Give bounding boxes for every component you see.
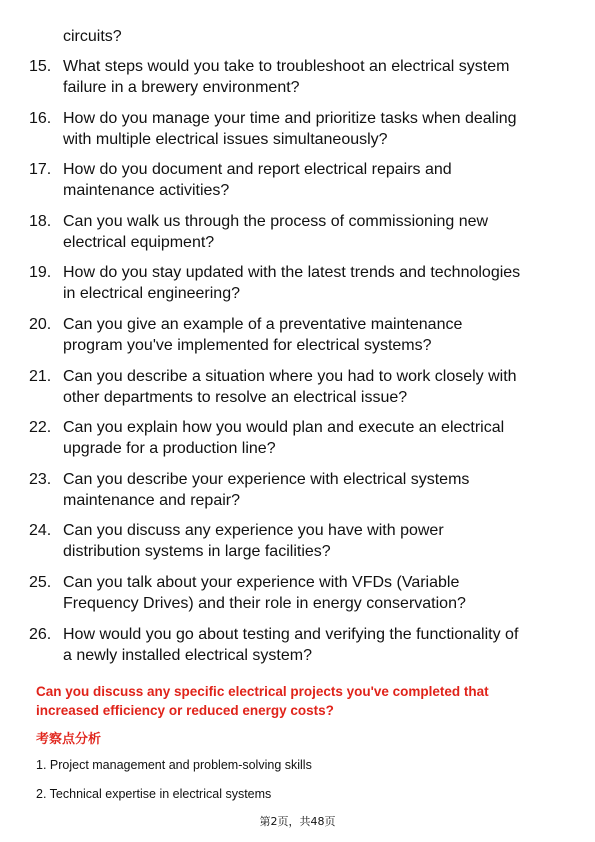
question-line: Can you describe a situation where you had to work closely with xyxy=(63,367,517,385)
continued-question-text: circuits? xyxy=(63,28,122,45)
question-line: upgrade for a production line? xyxy=(63,440,276,458)
question-line: Frequency Drives) and their role in energy conservation? xyxy=(63,594,466,612)
question-line: How do you document and report electrical repairs and xyxy=(63,161,452,179)
analysis-point: 1. Project management and problem-solving skills xyxy=(36,758,312,772)
question-line: What steps would you take to troubleshoot an electrical system xyxy=(63,58,510,75)
list-item xyxy=(0,417,595,469)
question-text xyxy=(63,56,568,98)
list-item xyxy=(0,211,595,263)
question-line: maintenance and repair? xyxy=(63,491,241,509)
question-line: electrical equipment? xyxy=(63,233,215,251)
question-line: failure in a brewery environment? xyxy=(63,79,300,96)
question-line: in electrical engineering? xyxy=(63,285,240,303)
question-line: a newly installed electrical system? xyxy=(63,646,312,664)
list-item xyxy=(0,572,595,624)
question-number: 17. xyxy=(29,161,52,179)
question-line: How would you go about testing and verifying the functionality of xyxy=(63,625,519,643)
question-line: Can you discuss any experience you have with power xyxy=(63,522,444,540)
question-number: 21. xyxy=(29,367,52,385)
question-line: How do you manage your time and prioritize tasks when dealing xyxy=(63,109,517,127)
question-line: Can you describe your experience with electrical systems xyxy=(63,470,470,488)
question-line: with multiple electrical issues simultaneously? xyxy=(63,130,388,148)
highlighted-question-line: Can you discuss any specific electrical projects you've completed that xyxy=(36,684,489,699)
list-item xyxy=(0,56,595,108)
question-number: 19. xyxy=(29,264,52,282)
list-item xyxy=(0,159,595,211)
list-item xyxy=(0,366,595,418)
question-text xyxy=(63,108,568,150)
question-text xyxy=(63,520,568,562)
analysis-point: 2. Technical expertise in electrical systems xyxy=(36,787,272,801)
question-line: distribution systems in large facilities? xyxy=(63,543,331,561)
question-line: Can you explain how you would plan and execute an electrical xyxy=(63,419,505,437)
question-number: 16. xyxy=(29,109,52,127)
list-item xyxy=(0,624,595,676)
question-number: 15. xyxy=(29,58,52,75)
question-number: 23. xyxy=(29,470,52,488)
question-line: Can you give an example of a preventative maintenance xyxy=(63,315,463,333)
question-line: How do you stay updated with the latest trends and technologies xyxy=(63,264,521,282)
question-line: maintenance activities? xyxy=(63,182,230,200)
question-text xyxy=(63,314,568,356)
list-item xyxy=(0,262,595,314)
question-line: Can you walk us through the process of commissioning new xyxy=(63,212,489,230)
question-line: program you've implemented for electrical systems? xyxy=(63,336,432,354)
list-item xyxy=(0,108,595,160)
question-number: 20. xyxy=(29,315,52,333)
question-number: 25. xyxy=(29,573,52,591)
question-list xyxy=(0,56,595,675)
question-text xyxy=(63,211,568,253)
question-number: 26. xyxy=(29,625,52,643)
highlighted-question xyxy=(36,683,556,720)
page-number-footer: 第2页，共48页 xyxy=(259,815,336,828)
question-text xyxy=(63,366,568,408)
question-text xyxy=(63,572,568,614)
list-item xyxy=(0,520,595,572)
question-number: 22. xyxy=(29,419,52,437)
question-text xyxy=(63,624,568,666)
question-text xyxy=(63,417,568,459)
analysis-heading: 考察点分析 xyxy=(36,732,102,747)
question-line: other departments to resolve an electrical issue? xyxy=(63,388,408,406)
question-text xyxy=(63,469,568,511)
list-item xyxy=(0,314,595,366)
question-number: 24. xyxy=(29,522,52,540)
question-line: Can you talk about your experience with VFDs (Variable xyxy=(63,573,460,591)
question-text xyxy=(63,159,568,201)
list-item xyxy=(0,469,595,521)
highlighted-question-line: increased efficiency or reduced energy costs? xyxy=(36,702,334,718)
question-text xyxy=(63,262,568,304)
question-number: 18. xyxy=(29,212,52,230)
